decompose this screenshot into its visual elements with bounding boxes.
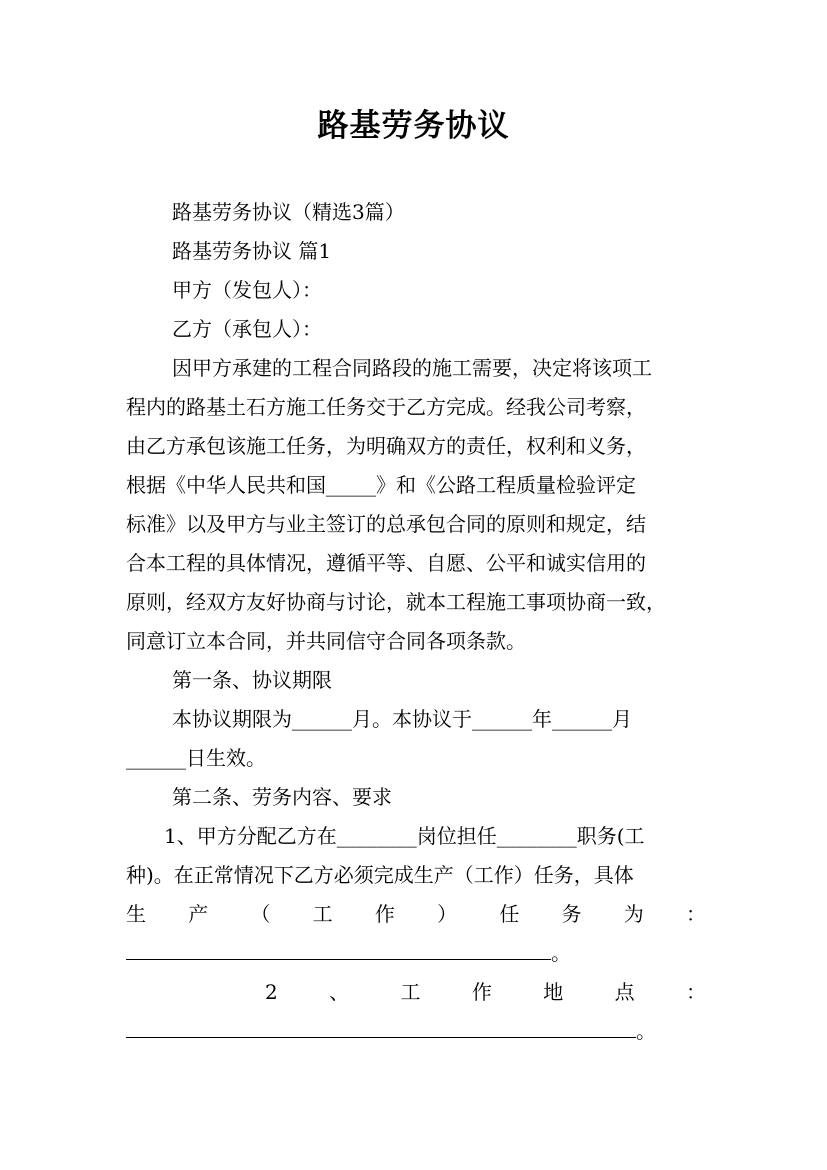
line-end-mark: 。 bbox=[551, 941, 571, 965]
justified-char: （ bbox=[250, 902, 271, 926]
justified-char: 作 bbox=[374, 902, 395, 926]
party-b-label: 乙方（承包人）： bbox=[172, 317, 322, 341]
justified-char: 为 bbox=[623, 902, 644, 926]
item1-blank-line bbox=[126, 938, 706, 968]
item2-blank-line bbox=[126, 1016, 706, 1046]
paragraph-line: 由乙方承包该施工任务，为明确双方的责任，权利和义务， bbox=[126, 434, 646, 458]
party-a-label: 甲方（发包人）： bbox=[172, 278, 322, 302]
article1-heading: 第一条、协议期限 bbox=[172, 668, 332, 692]
justified-char: 2 bbox=[265, 980, 278, 1004]
justified-char: ： bbox=[685, 902, 706, 926]
justified-char: 作 bbox=[471, 980, 492, 1004]
article1-line: ______日生效。 bbox=[126, 746, 266, 770]
section-heading: 路基劳务协议 篇1 bbox=[172, 239, 332, 263]
justified-char: 任 bbox=[499, 902, 520, 926]
intro-text: 路基劳务协议（精选3篇） bbox=[172, 200, 405, 224]
item1-line: 种)。在正常情况下乙方必须完成生产（工作）任务，具体 bbox=[126, 863, 634, 887]
justified-char: 工 bbox=[400, 980, 421, 1004]
justified-char: 、 bbox=[329, 980, 350, 1004]
item1-line: 1、甲方分配乙方在________岗位担任________职务(工 bbox=[164, 824, 645, 848]
article2-heading: 第二条、劳务内容、要求 bbox=[172, 785, 392, 809]
item1-justified-line bbox=[126, 899, 706, 929]
justified-char: 务 bbox=[561, 902, 582, 926]
paragraph-line: 原则，经双方友好协商与讨论，就本工程施工事项协商一致， bbox=[126, 590, 666, 614]
line-end-mark: 。 bbox=[636, 1019, 656, 1043]
article1-line: 本协议期限为______月。本协议于______年______月 bbox=[172, 707, 632, 731]
paragraph-line: 合本工程的具体情况，遵循平等、自愿、公平和诚实信用的 bbox=[126, 551, 646, 575]
paragraph-line: 程内的路基土石方施工任务交于乙方完成。经我公司考察， bbox=[126, 395, 646, 419]
justified-char: ： bbox=[685, 980, 706, 1004]
justified-char: 工 bbox=[312, 902, 333, 926]
paragraph-line: 根据《中华人民共和国_____》和《公路工程质量检验评定 bbox=[126, 473, 636, 497]
justified-char: 生 bbox=[126, 902, 146, 926]
item2-justified-line bbox=[265, 977, 706, 1007]
paragraph-line: 因甲方承建的工程合同路段的施工需要，决定将该项工 bbox=[172, 356, 652, 380]
justified-char: 产 bbox=[188, 902, 209, 926]
document-title: 路基劳务协议 bbox=[317, 108, 510, 144]
fill-in-blank[interactable] bbox=[126, 1017, 636, 1038]
justified-char: 地 bbox=[543, 980, 564, 1004]
justified-char: 点 bbox=[614, 980, 635, 1004]
paragraph-line: 标准》以及甲方与业主签订的总承包合同的原则和规定，结 bbox=[126, 512, 646, 536]
paragraph-line: 同意订立本合同，并共同信守合同各项条款。 bbox=[126, 629, 526, 653]
justified-char: ） bbox=[437, 902, 458, 926]
fill-in-blank[interactable] bbox=[126, 939, 551, 960]
